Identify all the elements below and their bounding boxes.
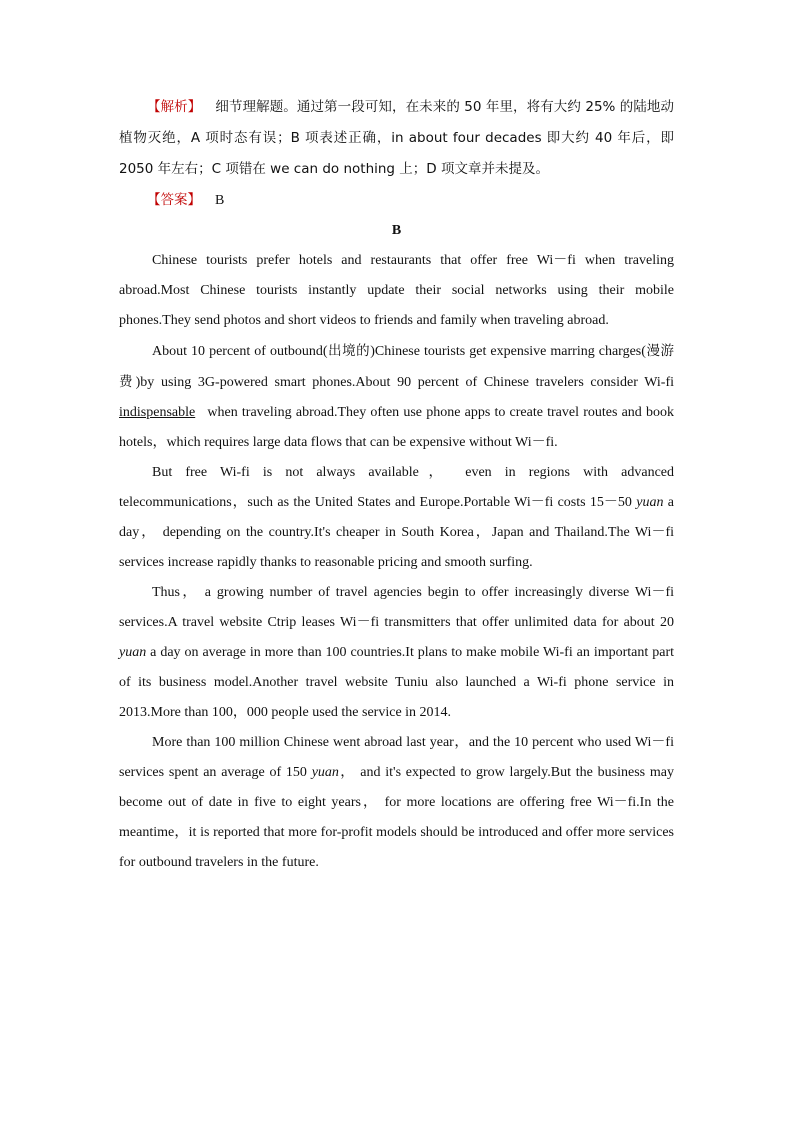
document-page [119,92,674,878]
reading-passage [119,246,674,878]
passage-paragraph-2 [119,336,674,458]
p2-text-d: when traveling abroad.They often use phone apps to create travel routes and book hotels，which requires large data flows that can be expensive without Wi－fi. [119,405,674,450]
analysis-block [119,92,674,185]
answer-line [119,185,674,216]
answer-label: 【答案】 [147,192,201,208]
gloss-outbound: 出境的 [327,343,371,359]
p3-text-a: But free Wi-fi is not always available， even in regions with advanced telecommunications，such as the United States and Europe.Portable Wi－fi costs 15－50 [119,465,674,510]
passage-paragraph-4 [119,578,674,728]
passage-paragraph-3 [119,458,674,578]
underlined-word: indispensable [119,405,196,420]
p2-text-a: About 10 percent of outbound( [152,344,328,359]
gloss-roaming: 漫游费 [119,343,674,390]
p5-text-a: More than 100 million Chinese went abroad last year，and the 10 percent who used Wi－fi services spent an average of 150 [119,735,674,780]
answer-value: B [215,193,225,208]
yuan-italic: yuan [311,765,339,780]
passage-paragraph-1: Chinese tourists prefer hotels and restaurants that offer free Wi－fi when traveling abroad.Most Chinese tourists instantly update their social networks using their mobile phones.They send photos and short videos to friends and family when traveling abroad. [119,253,674,328]
p4-text-b: a day on average in more than 100 countries.It plans to make mobile Wi-fi an important part of its business model.Another travel website Tuniu also launched a Wi-fi phone service in 2013.More than 100，000 people used the service in 2014. [119,645,674,720]
p2-text-c: )by using 3G-powered smart phones.About 90 percent of Chinese travelers consider Wi-fi [135,375,674,390]
p2-text-b: )Chinese tourists get expensive marring charges( [370,344,646,359]
analysis-text: 细节理解题。通过第一段可知，在未来的 50 年里，将有大约 25% 的陆地动植物灭绝，A 项时态有误；B 项表述正确，in about four decades 即大约 40 年后，即 2050 年左右；C 项错在 we can do nothing 上；D 项文章并未提及。 [119,99,674,177]
analysis-label: 【解析】 [147,99,202,115]
p3-text-b: a day， depending on the country.It's cheaper in South Korea，Japan and Thailand.The Wi－fi services increase rapidly thanks to reasonable pricing and smooth surfing. [119,495,675,570]
yuan-italic: yuan [119,645,147,660]
yuan-italic: yuan [636,495,664,510]
p4-text-a: Thus， a growing number of travel agencies begin to offer increasingly diverse Wi－fi services.A travel website Ctrip leases Wi－fi transmitters that offer unlimited data for about 20 [119,585,674,630]
section-heading: B [391,223,402,238]
analysis-paragraph [119,92,674,185]
passage-paragraph-5 [119,728,674,878]
p5-text-b: ， and it's expected to grow largely.But the business may become out of date in five to eight years， for more locations are offering free Wi－fi.In the meantime，it is reported that more for-profit models should be introduced and offer more services for outbound travelers in the future. [119,765,674,870]
